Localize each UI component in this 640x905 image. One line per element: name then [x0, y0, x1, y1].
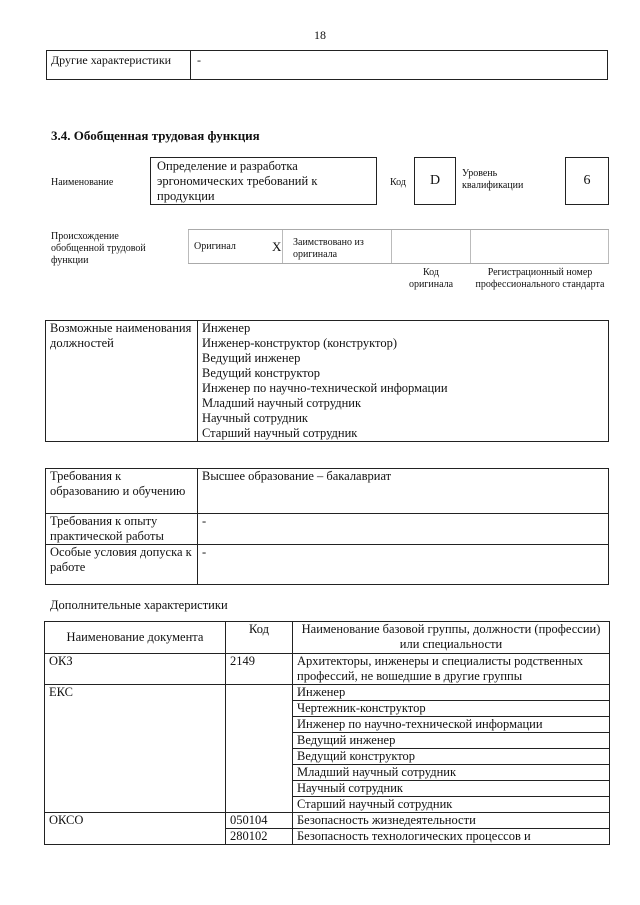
eks-code [226, 685, 293, 813]
okso-name: Безопасность технологических процессов и [293, 829, 610, 845]
origin-original-mark: X [272, 239, 282, 254]
positions-list [198, 321, 609, 442]
origin-row [188, 229, 609, 264]
position-item: Инженер по научно-технической информации [202, 381, 448, 395]
header-document: Наименование документа [45, 622, 226, 654]
origin-code-caption: Код оригинала [408, 267, 454, 290]
positions-table [45, 320, 609, 442]
eks-item: Ведущий конструктор [293, 749, 609, 765]
origin-original-label: Оригинал [194, 241, 236, 252]
okz-code: 2149 [226, 654, 293, 685]
okz-document: ОКЗ [45, 654, 226, 685]
positions-label: Возможные наименования должностей [46, 321, 198, 442]
experience-requirements-label: Требования к опыту практической работы [46, 514, 198, 545]
eks-item: Инженер [293, 685, 609, 701]
origin-reg-caption: Регистрационный номер профессионального стандарта [475, 267, 605, 290]
function-code-value: D [414, 157, 456, 205]
position-item: Ведущий инженер [202, 351, 301, 365]
eks-item: Чертежник-конструктор [293, 701, 609, 717]
origin-borrowed-label: Заимствовано из оригинала [293, 237, 364, 260]
experience-requirements-value: - [198, 514, 609, 545]
header-code: Код [226, 622, 293, 654]
position-item: Инженер [202, 321, 251, 335]
qualification-level-value: 6 [565, 157, 609, 205]
page-number: 18 [314, 28, 326, 42]
requirements-table [45, 468, 609, 585]
eks-item: Старший научный сотрудник [297, 797, 453, 811]
additional-characteristics-title: Дополнительные характеристики [50, 598, 228, 612]
other-characteristics-value: - [197, 53, 201, 67]
special-conditions-value: - [198, 545, 609, 585]
okso-code: 050104 [226, 813, 293, 829]
eks-item: Научный сотрудник [293, 781, 609, 797]
okz-name: Архитекторы, инженеры и специалисты родственных профессий, не вошедшие в другие группы [293, 654, 610, 685]
additional-characteristics-table [44, 621, 610, 845]
special-conditions-label: Особые условия допуска к работе [46, 545, 198, 585]
okso-name: Безопасность жизнедеятельности [293, 813, 610, 829]
position-item: Инженер-конструктор (конструктор) [202, 336, 398, 350]
function-name-value: Определение и разработка эргономических требований к продукции [150, 157, 377, 205]
position-item: Младший научный сотрудник [202, 396, 362, 410]
eks-names [293, 685, 610, 813]
other-characteristics-table [46, 50, 608, 80]
eks-item: Младший научный сотрудник [293, 765, 609, 781]
eks-item: Ведущий инженер [293, 733, 609, 749]
eks-item: Инженер по научно-технической информации [293, 717, 609, 733]
education-requirements-value: Высшее образование – бакалавриат [198, 469, 609, 514]
okso-document: ОКСО [45, 813, 226, 845]
function-name-label: Наименование [51, 177, 114, 188]
other-characteristics-label: Другие характеристики [47, 51, 191, 79]
header-group-name: Наименование базовой группы, должности (профессии) или специальности [293, 622, 610, 654]
origin-label: Происхождение обобщенной трудовой функции [51, 231, 146, 266]
okso-code: 280102 [226, 829, 293, 845]
section-title: 3.4. Обобщенная трудовая функция [51, 128, 260, 143]
eks-document: ЕКС [45, 685, 226, 813]
function-code-label: Код [390, 177, 406, 188]
qualification-level-label: Уровень квалификации [462, 168, 524, 191]
position-item: Старший научный сотрудник [202, 426, 358, 440]
education-requirements-label: Требования к образованию и обучению [46, 469, 198, 514]
position-item: Ведущий конструктор [202, 366, 321, 380]
position-item: Научный сотрудник [202, 411, 308, 425]
